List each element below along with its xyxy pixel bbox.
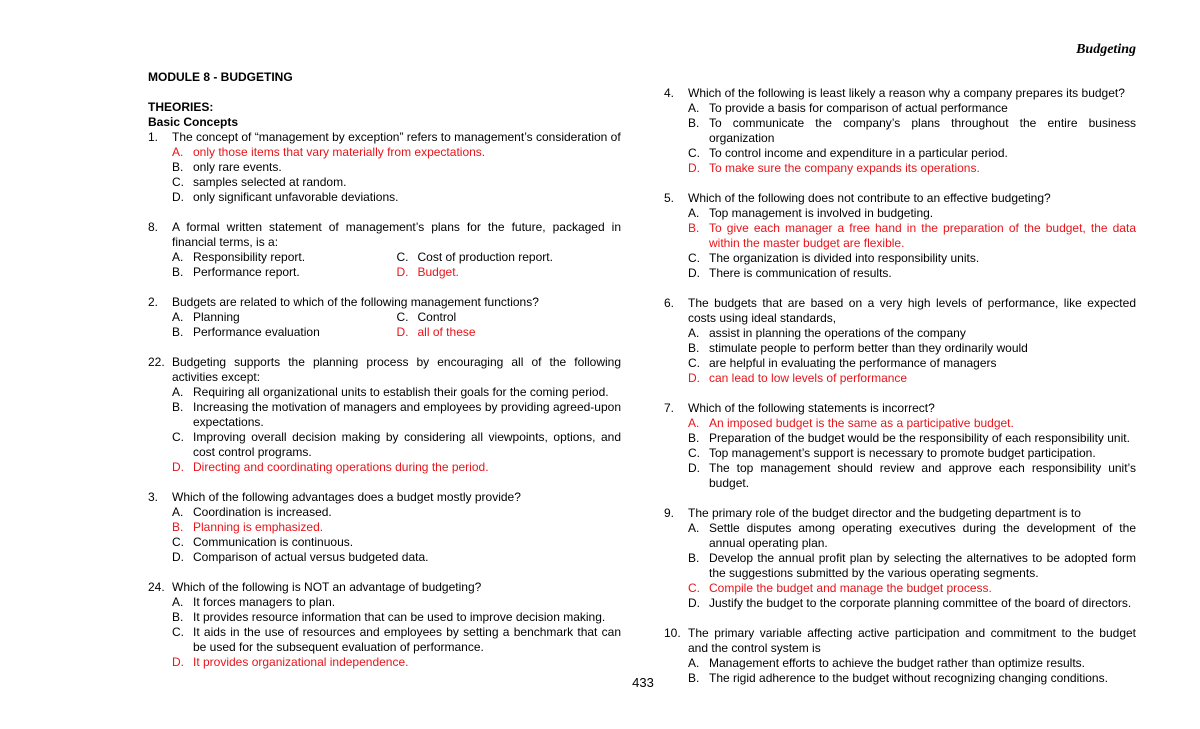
option-a: A. Settle disputes among operating executives during the development of the annual operating plan. [688,521,1136,550]
option-b: B. The rigid adherence to the budget without recognizing changing conditions. [688,671,1108,685]
option-d: D. The top management should review and approve each responsibility unit’s budget. [688,461,1136,490]
option-c: C. Improving overall decision making by considering all viewpoints, options, and cost control programs. [172,430,621,459]
right-column [664,86,1136,686]
question-22 [148,355,621,475]
question-text: Which of the following statements is incorrect? [688,401,935,415]
option-a: A. To provide a basis for comparison of actual performance [688,101,1008,115]
question-number: 22. [148,355,165,369]
basic-concepts-heading: Basic Concepts [148,115,239,129]
question-6 [664,296,1136,386]
option-c: C. Cost of production report. [396,250,553,264]
question-4 [664,86,1136,176]
question-text: Budgeting supports the planning process by encouraging all of the following activities except: [172,355,621,384]
option-d: D. There is communication of results. [688,266,892,280]
option-d: D. all of these [396,325,476,339]
option-a: A. An imposed budget is the same as a participative budget. [688,416,1014,430]
question-number: 1. [148,130,159,144]
option-a: A. Management efforts to achieve the budget rather than optimize results. [688,656,1085,670]
option-b: B. Increasing the motivation of managers and employees by providing agreed-upon expectations. [172,400,621,429]
option-d: D. To make sure the company expands its operations. [688,161,980,175]
option-c: C. It aids in the use of resources and employees by setting a benchmark that can be used for the subsequent evaluation of performance. [172,625,621,654]
option-c: C. are helpful in evaluating the performance of managers [688,356,997,370]
option-c: C. Top management’s support is necessary to promote budget participation. [688,446,1096,460]
left-column [148,70,621,670]
question-24 [148,580,621,670]
question-text: A formal written statement of management’s plans for the future, packaged in financial terms, is a: [172,220,621,249]
question-text: The concept of “management by exception” refers to management’s consideration of [172,130,621,144]
question-text: Which of the following advantages does a budget mostly provide? [172,490,521,504]
question-text: The primary variable affecting active participation and commitment to the budget and the control system is [688,626,1136,655]
option-b: B. It provides resource information that can be used to improve decision making. [172,610,606,624]
option-d: D. It provides organizational independence. [172,655,409,669]
option-b: B. stimulate people to perform better than they ordinarily would [688,341,1028,355]
option-c: C. To control income and expenditure in a particular period. [688,146,1008,160]
question-7 [664,401,1136,491]
option-d: D. can lead to low levels of performance [688,371,908,385]
question-number: 6. [664,296,675,310]
option-c: C. Compile the budget and manage the budget process. [688,581,992,595]
option-a: A. Responsibility report. [172,250,306,264]
option-b: B. Preparation of the budget would be the responsibility of each responsibility unit. [688,431,1130,445]
page-number: 433 [632,675,654,690]
question-3 [148,490,621,565]
question-text: The budgets that are based on a very high levels of performance, like expected costs using ideal standards, [688,296,1136,325]
question-number: 8. [148,220,159,234]
option-b: B. Performance report. [172,265,300,279]
running-header: Budgeting [1076,42,1136,57]
question-5 [664,191,1136,281]
option-b: B. Performance evaluation [172,325,320,339]
question-text: Budgets are related to which of the following management functions? [172,295,539,309]
option-d: D. Comparison of actual versus budgeted data. [172,550,429,564]
option-a: A. Coordination is increased. [172,505,332,519]
question-text: Which of the following does not contribute to an effective budgeting? [688,191,1051,205]
option-a: A. Top management is involved in budgeting. [688,206,934,220]
option-b: B. only rare events. [172,160,282,174]
option-b: B. Develop the annual profit plan by selecting the alternatives to be adopted form the suggestions submitted by the various operating segments. [688,551,1136,580]
module-title: MODULE 8 - BUDGETING [148,70,293,84]
theories-heading: THEORIES: [148,100,214,114]
question-8 [148,220,621,280]
option-d: D. Directing and coordinating operations during the period. [172,460,489,474]
option-c: C. The organization is divided into responsibility units. [688,251,980,265]
option-c: C. samples selected at random. [172,175,347,189]
question-text: Which of the following is NOT an advantage of budgeting? [172,580,482,594]
question-number: 3. [148,490,159,504]
option-b: B. Planning is emphasized. [172,520,324,534]
question-number: 2. [148,295,159,309]
option-d: D. only significant unfavorable deviations. [172,190,399,204]
question-9 [664,506,1136,611]
question-number: 9. [664,506,675,520]
option-b: B. To give each manager a free hand in the preparation of the budget, the data within the master budget are flexible. [688,221,1136,250]
option-a: A. assist in planning the operations of the company [688,326,966,340]
question-2 [148,295,621,340]
option-a: A. only those items that vary materially from expectations. [172,145,486,159]
option-c: C. Control [396,310,457,324]
question-number: 10. [664,626,681,640]
option-d: D. Justify the budget to the corporate planning committee of the board of directors. [688,596,1132,610]
question-number: 5. [664,191,675,205]
option-b: B. To communicate the company’s plans throughout the entire business organization [688,116,1136,145]
question-1 [148,130,621,205]
option-d: D. Budget. [396,265,459,279]
option-a: A. Requiring all organizational units to establish their goals for the coming period. [172,385,609,399]
question-number: 24. [148,580,165,594]
option-a: A. It forces managers to plan. [172,595,336,609]
option-a: A. Planning [172,310,240,324]
option-c: C. Communication is continuous. [172,535,354,549]
question-number: 7. [664,401,675,415]
question-text: The primary role of the budget director and the budgeting department is to [688,506,1081,520]
question-number: 4. [664,86,675,100]
question-text: Which of the following is least likely a reason why a company prepares its budget? [688,86,1125,100]
